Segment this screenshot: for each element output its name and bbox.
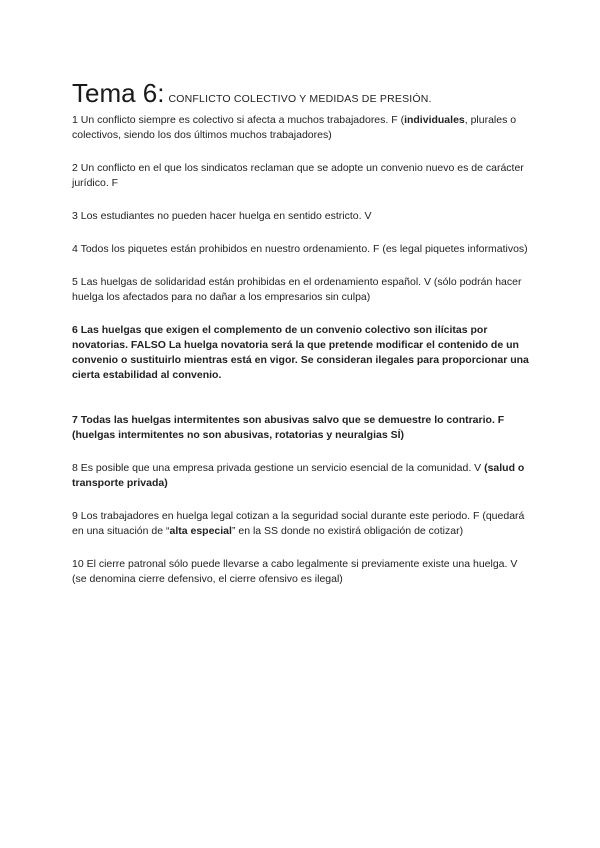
question-3: 3 Los estudiantes no pueden hacer huelga en sentido estricto. V xyxy=(72,210,372,223)
question-8-bold: (salud o transporte privada) xyxy=(72,462,525,490)
question-9-text: 9 Los trabajadores en huelga legal cotizan a la seguridad social durante este periodo. F (quedará en una situación de “ xyxy=(72,510,525,538)
question-9-text-end: ” en la SS donde no existirá obligación de cotizar) xyxy=(231,525,464,538)
question-8 xyxy=(72,461,532,491)
question-4: 4 Todos los piquetes están prohibidos en nuestro ordenamiento. F (es legal piquetes informativos) xyxy=(72,243,528,256)
title-subtitle: CONFLICTO COLECTIVO Y MEDIDAS DE PRESIÓN. xyxy=(168,93,432,105)
question-1 xyxy=(72,113,532,143)
question-1-text-end: , plurales o colectivos, siendo los dos últimos muchos trabajadores) xyxy=(72,114,517,142)
question-7: 7 Todas las huelgas intermitentes son abusivas salvo que se demuestre lo contrario. F (huelgas intermitentes no son abusivas, rotatorias y neuralgias SÍ) xyxy=(72,414,505,442)
question-9 xyxy=(72,509,532,539)
question-10: 10 El cierre patronal sólo puede llevarse a cabo legalmente si previamente existe una huelga. V (se denomina cierre defensivo, el cierre ofensivo es ilegal) xyxy=(72,558,518,586)
question-9-bold: alta especial xyxy=(169,525,232,538)
title-main: Tema 6: xyxy=(72,78,165,108)
question-1-text: 1 Un conflicto siempre es colectivo si afecta a muchos trabajadores. F ( xyxy=(72,114,405,127)
question-2: 2 Un conflicto en el que los sindicatos reclaman que se adopte un convenio nuevo es de carácter jurídico. F xyxy=(72,162,524,190)
question-5: 5 Las huelgas de solidaridad están prohibidas en el ordenamiento español. V (sólo podrán hacer huelga los afectados para no dañar a los empresarios sin culpa) xyxy=(72,276,522,304)
document-content xyxy=(72,74,532,605)
page-title xyxy=(72,74,532,109)
question-6: 6 Las huelgas que exigen el complemento de un convenio colectivo son ilícitas por novatorias. FALSO La huelga novatoria será la que pretende modificar el contenido de un convenio o sustituirlo mientras está en vigor. Se consideran ilegales para proporcionar una cierta estabilidad al convenio. xyxy=(72,324,529,382)
question-1-bold: individuales xyxy=(404,114,465,127)
question-8-text: 8 Es posible que una empresa privada gestione un servicio esencial de la comunidad. V xyxy=(72,462,485,475)
